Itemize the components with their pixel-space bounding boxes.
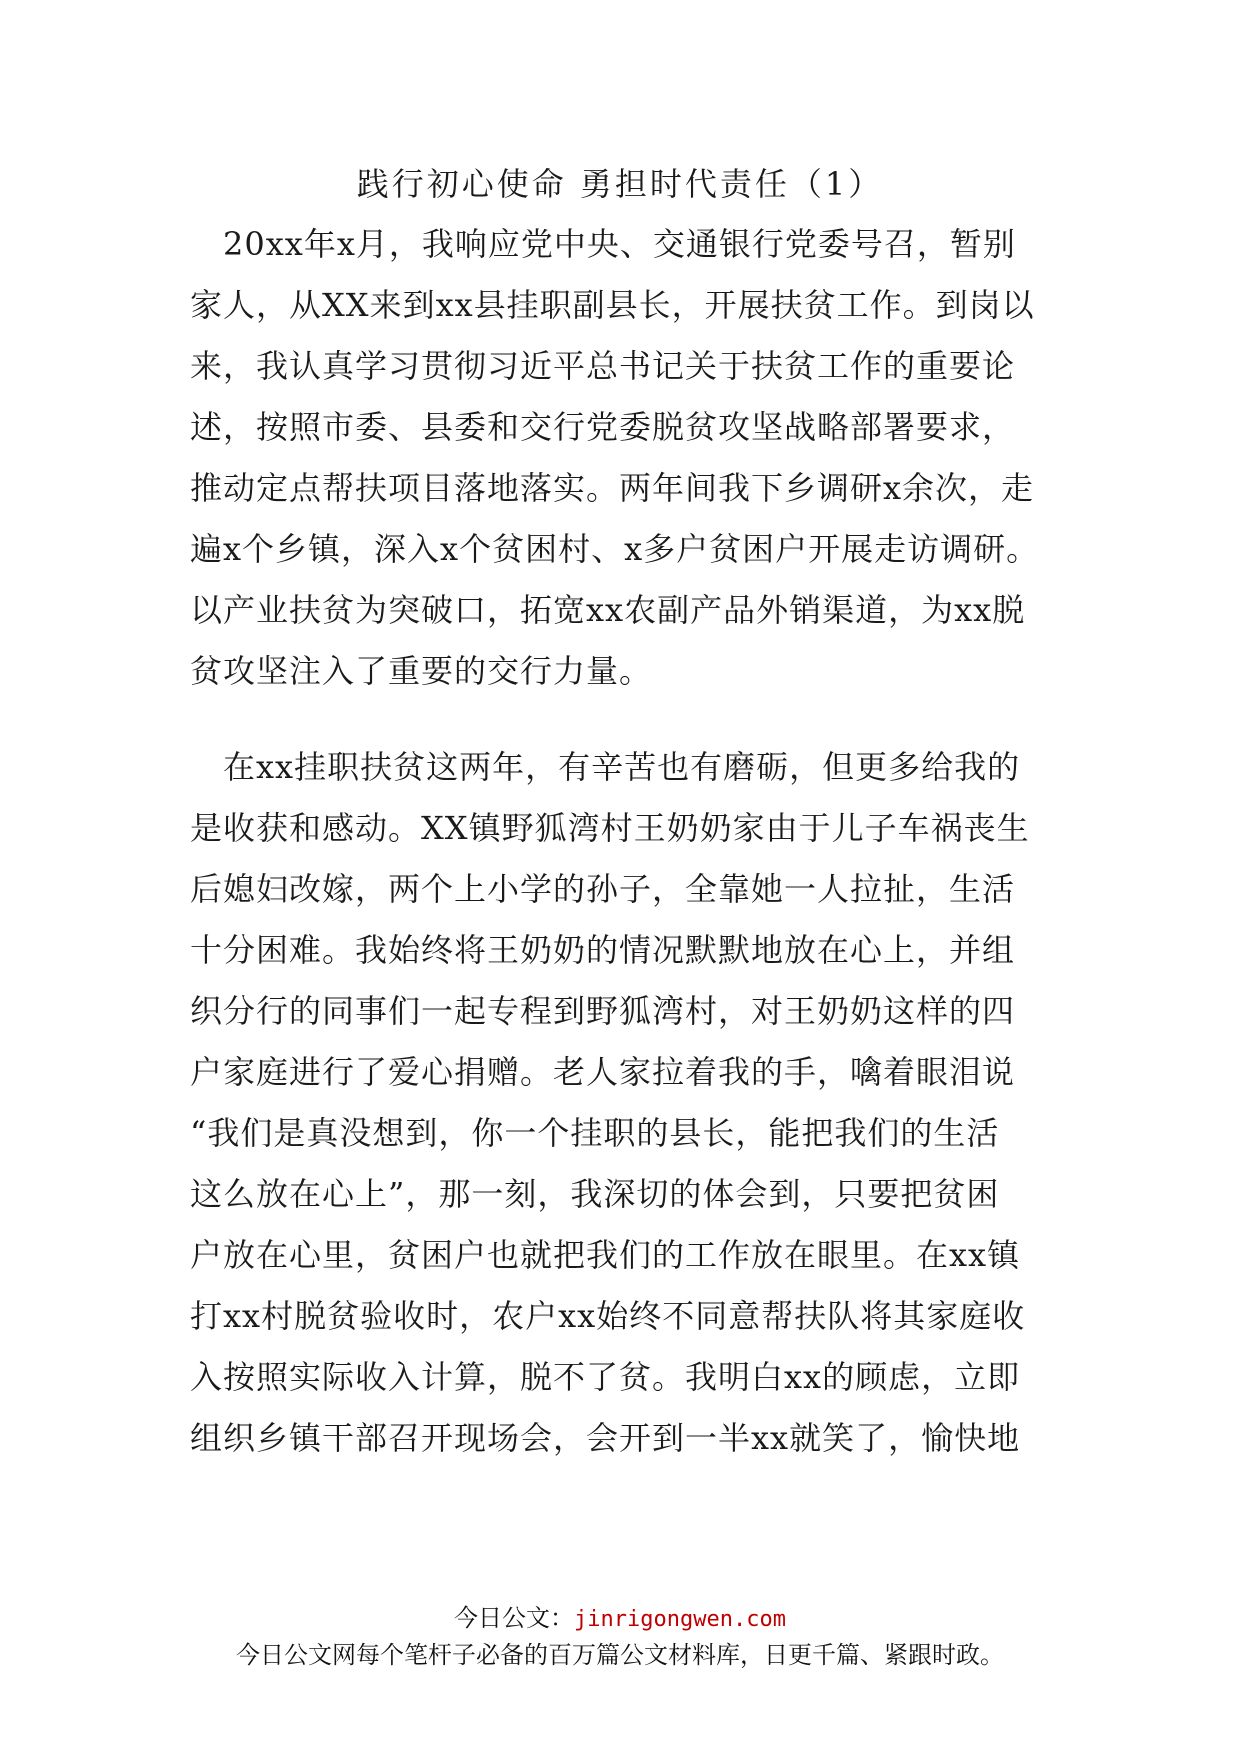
paragraph2-line: 组织乡镇干部召开现场会，会开到一半xx就笑了，愉快地 bbox=[190, 1419, 1021, 1457]
paragraph2-line: “我们是真没想到，你一个挂职的县长，能把我们的生活 bbox=[190, 1114, 1000, 1152]
paragraph1-line: 遍x个乡镇，深入x个贫困村、x多户贫困户开展走访调研。 bbox=[190, 530, 1040, 568]
paragraph1-line: 述，按照市委、县委和交行党委脱贫攻坚战略部署要求， bbox=[190, 408, 1016, 446]
footer-url-link[interactable]: jinrigongwen.com bbox=[574, 1607, 786, 1632]
paragraph1-line: 推动定点帮扶项目落地落实。两年间我下乡调研x余次，走 bbox=[190, 469, 1035, 507]
paragraph1-line: 来，我认真学习贯彻习近平总书记关于扶贫工作的重要论 bbox=[190, 347, 1016, 385]
paragraph2-line: 是收获和感动。XX镇野狐湾村王奶奶家由于儿子车祸丧生 bbox=[190, 809, 1030, 847]
paragraph2-line: 后媳妇改嫁，两个上小学的孙子，全靠她一人拉扯，生活 bbox=[190, 870, 1016, 908]
document-title: 践行初心使命 勇担时代责任（1） bbox=[356, 165, 884, 203]
paragraph1-line: 以产业扶贫为突破口，拓宽xx农副产品外销渠道，为xx脱 bbox=[190, 591, 1026, 629]
paragraph2-line: 这么放在心上”，那一刻，我深切的体会到，只要把贫困 bbox=[190, 1175, 1000, 1213]
paragraph2-line: 十分困难。我始终将王奶奶的情况默默地放在心上，并组 bbox=[190, 931, 1016, 969]
paragraph1-line: 贫攻坚注入了重要的交行力量。 bbox=[190, 652, 653, 690]
footer-slogan: 今日公文网每个笔杆子必备的百万篇公文材料库，日更千篇、紧跟时政。 bbox=[236, 1641, 1004, 1669]
paragraph2-line: 户放在心里，贫困户也就把我们的工作放在眼里。在xx镇 bbox=[190, 1236, 1021, 1274]
footer-link bbox=[0, 1603, 1240, 1635]
paragraph2-line: 在xx挂职扶贫这两年，有辛苦也有磨砺，但更多给我的 bbox=[190, 748, 1021, 786]
paragraph2-line: 入按照实际收入计算，脱不了贫。我明白xx的顾虑，立即 bbox=[190, 1358, 1021, 1396]
paragraph1-line: 家人，从XX来到xx县挂职副县长，开展扶贫工作。到岗以 bbox=[190, 286, 1035, 324]
paragraph2-line: 织分行的同事们一起专程到野狐湾村，对王奶奶这样的四 bbox=[190, 992, 1016, 1030]
footer-link-label: 今日公文： bbox=[454, 1604, 575, 1632]
paragraph2-line: 打xx村脱贫验收时，农户xx始终不同意帮扶队将其家庭收 bbox=[190, 1297, 1026, 1335]
paragraph2-line: 户家庭进行了爱心捐赠。老人家拉着我的手，噙着眼泪说 bbox=[190, 1053, 1016, 1091]
paragraph1-line: 20xx年x月，我响应党中央、交通银行党委号召，暂别 bbox=[190, 225, 1016, 263]
